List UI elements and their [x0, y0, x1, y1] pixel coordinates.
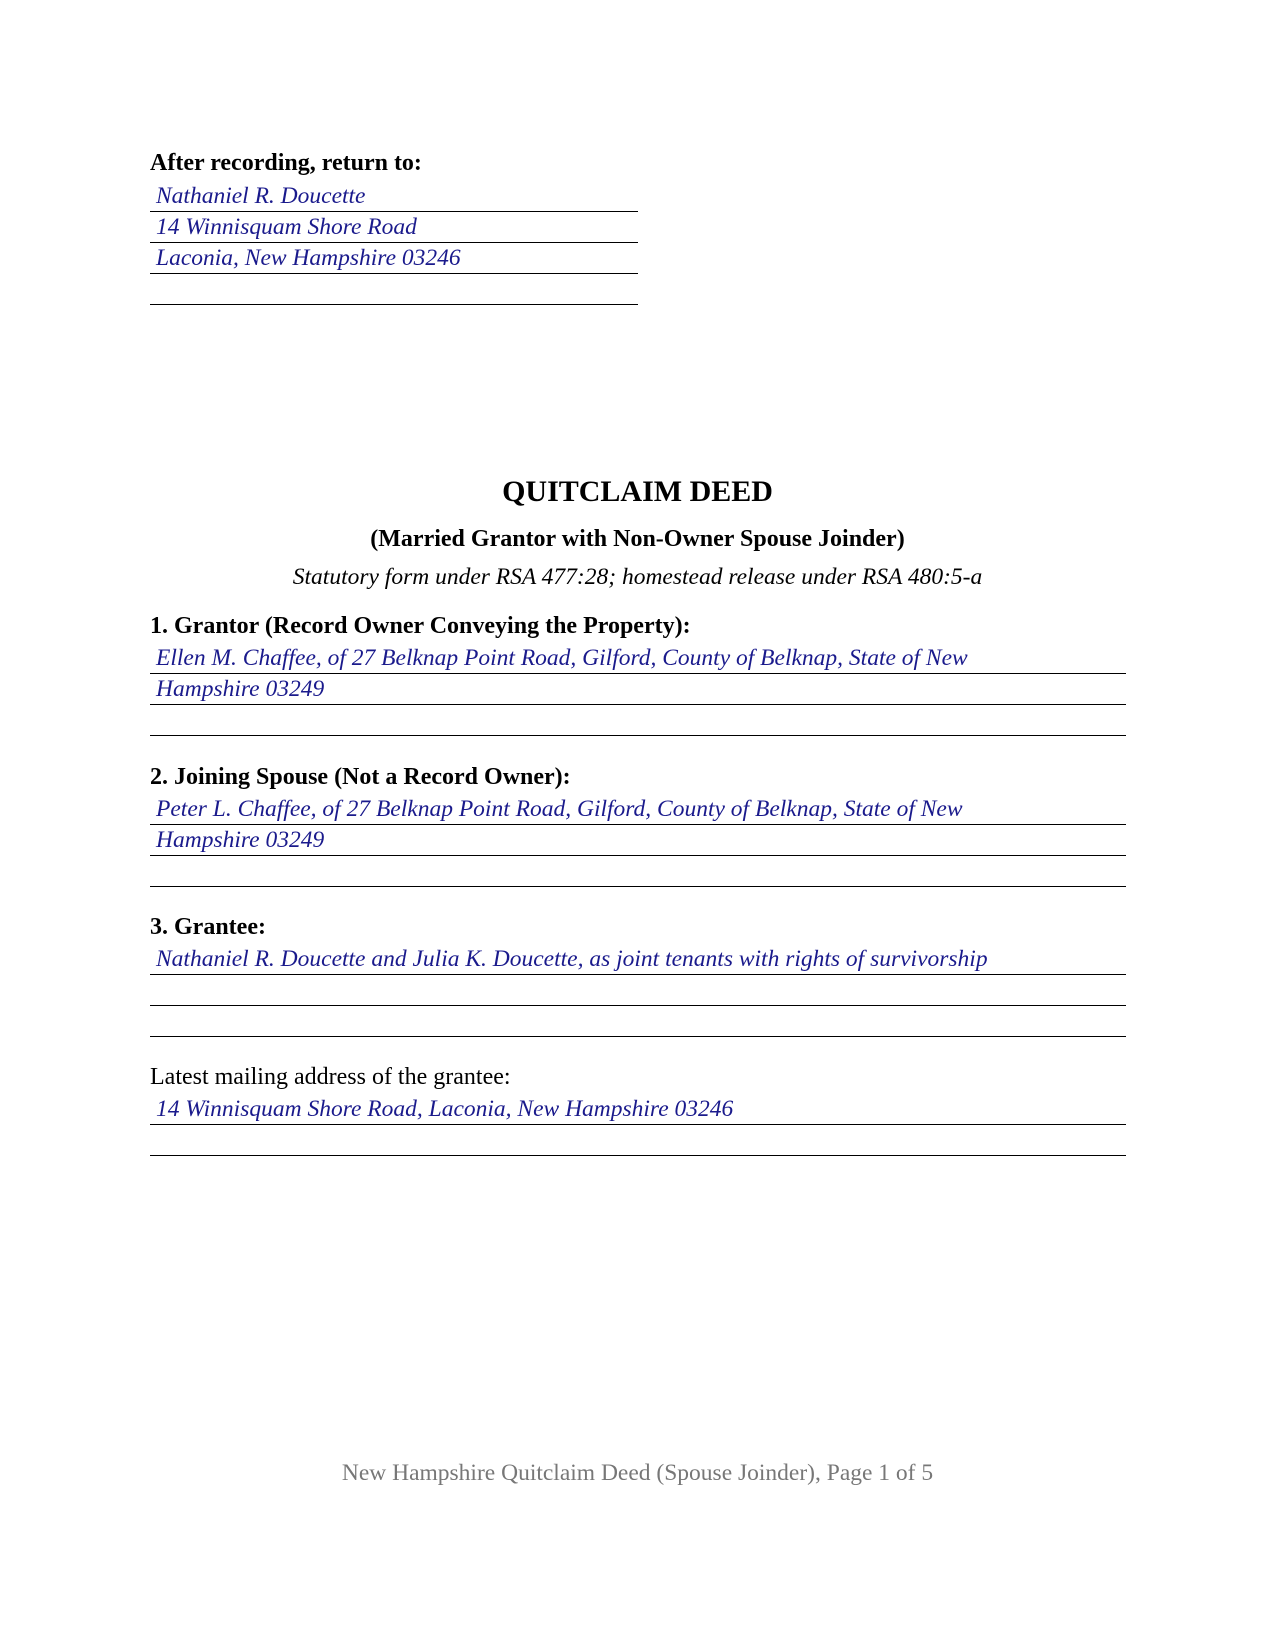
grantee-label: 3. Grantee:: [150, 914, 266, 940]
mailing-address-label: Latest mailing address of the grantee:: [150, 1064, 511, 1090]
grantor-line-2[interactable]: [150, 674, 1126, 705]
return-to-section: [150, 148, 638, 305]
return-to-line-3[interactable]: [150, 243, 638, 274]
mailing-address-lines: [150, 1094, 1126, 1156]
joining-spouse-line-2[interactable]: [150, 825, 1126, 856]
return-to-line-2[interactable]: [150, 212, 638, 243]
mailing-address-text-1: 14 Winnisquam Shore Road, Laconia, New Hampshire 03246: [156, 1096, 734, 1122]
joining-spouse-line-1[interactable]: [150, 794, 1126, 825]
mailing-address-line-2[interactable]: [150, 1125, 1126, 1156]
grantee-line-2[interactable]: [150, 975, 1126, 1006]
joining-spouse-section: [150, 762, 1126, 887]
joining-spouse-text-2: Hampshire 03249: [156, 827, 325, 853]
grantor-section: [150, 611, 1126, 736]
return-to-line-4[interactable]: [150, 274, 638, 305]
grantee-line-3[interactable]: [150, 1006, 1126, 1037]
grantor-label: 1. Grantor (Record Owner Conveying the Property):: [150, 613, 691, 639]
grantor-line-1[interactable]: [150, 643, 1126, 674]
grantor-text-1: Ellen M. Chaffee, of 27 Belknap Point Road, Gilford, County of Belknap, State of New: [156, 645, 968, 671]
mailing-address-section: [150, 1062, 1126, 1156]
mailing-address-line-1[interactable]: [150, 1094, 1126, 1125]
return-to-label: After recording, return to:: [150, 150, 422, 176]
document-title: QUITCLAIM DEED: [502, 475, 773, 508]
return-to-name: Nathaniel R. Doucette: [156, 183, 366, 209]
statute-reference: Statutory form under RSA 477:28; homestead release under RSA 480:5-a: [292, 564, 983, 590]
grantor-text-2: Hampshire 03249: [156, 676, 325, 702]
grantee-lines: [150, 944, 1126, 1037]
return-to-street: 14 Winnisquam Shore Road: [156, 214, 417, 240]
joining-spouse-lines: [150, 794, 1126, 887]
grantee-text-1: Nathaniel R. Doucette and Julia K. Doucette, as joint tenants with rights of survivorship: [156, 946, 988, 972]
grantor-lines: [150, 643, 1126, 736]
document-subtitle: (Married Grantor with Non-Owner Spouse Joinder): [370, 526, 905, 552]
joining-spouse-label: 2. Joining Spouse (Not a Record Owner):: [150, 764, 571, 790]
return-to-lines: [150, 181, 638, 305]
grantee-section: [150, 912, 1126, 1037]
return-to-line-1[interactable]: [150, 181, 638, 212]
grantee-line-1[interactable]: [150, 944, 1126, 975]
joining-spouse-text-1: Peter L. Chaffee, of 27 Belknap Point Road, Gilford, County of Belknap, State of New: [156, 796, 963, 822]
page-footer: New Hampshire Quitclaim Deed (Spouse Joinder), Page 1 of 5: [341, 1460, 934, 1486]
grantor-line-3[interactable]: [150, 705, 1126, 736]
return-to-city: Laconia, New Hampshire 03246: [156, 245, 461, 271]
joining-spouse-line-3[interactable]: [150, 856, 1126, 887]
